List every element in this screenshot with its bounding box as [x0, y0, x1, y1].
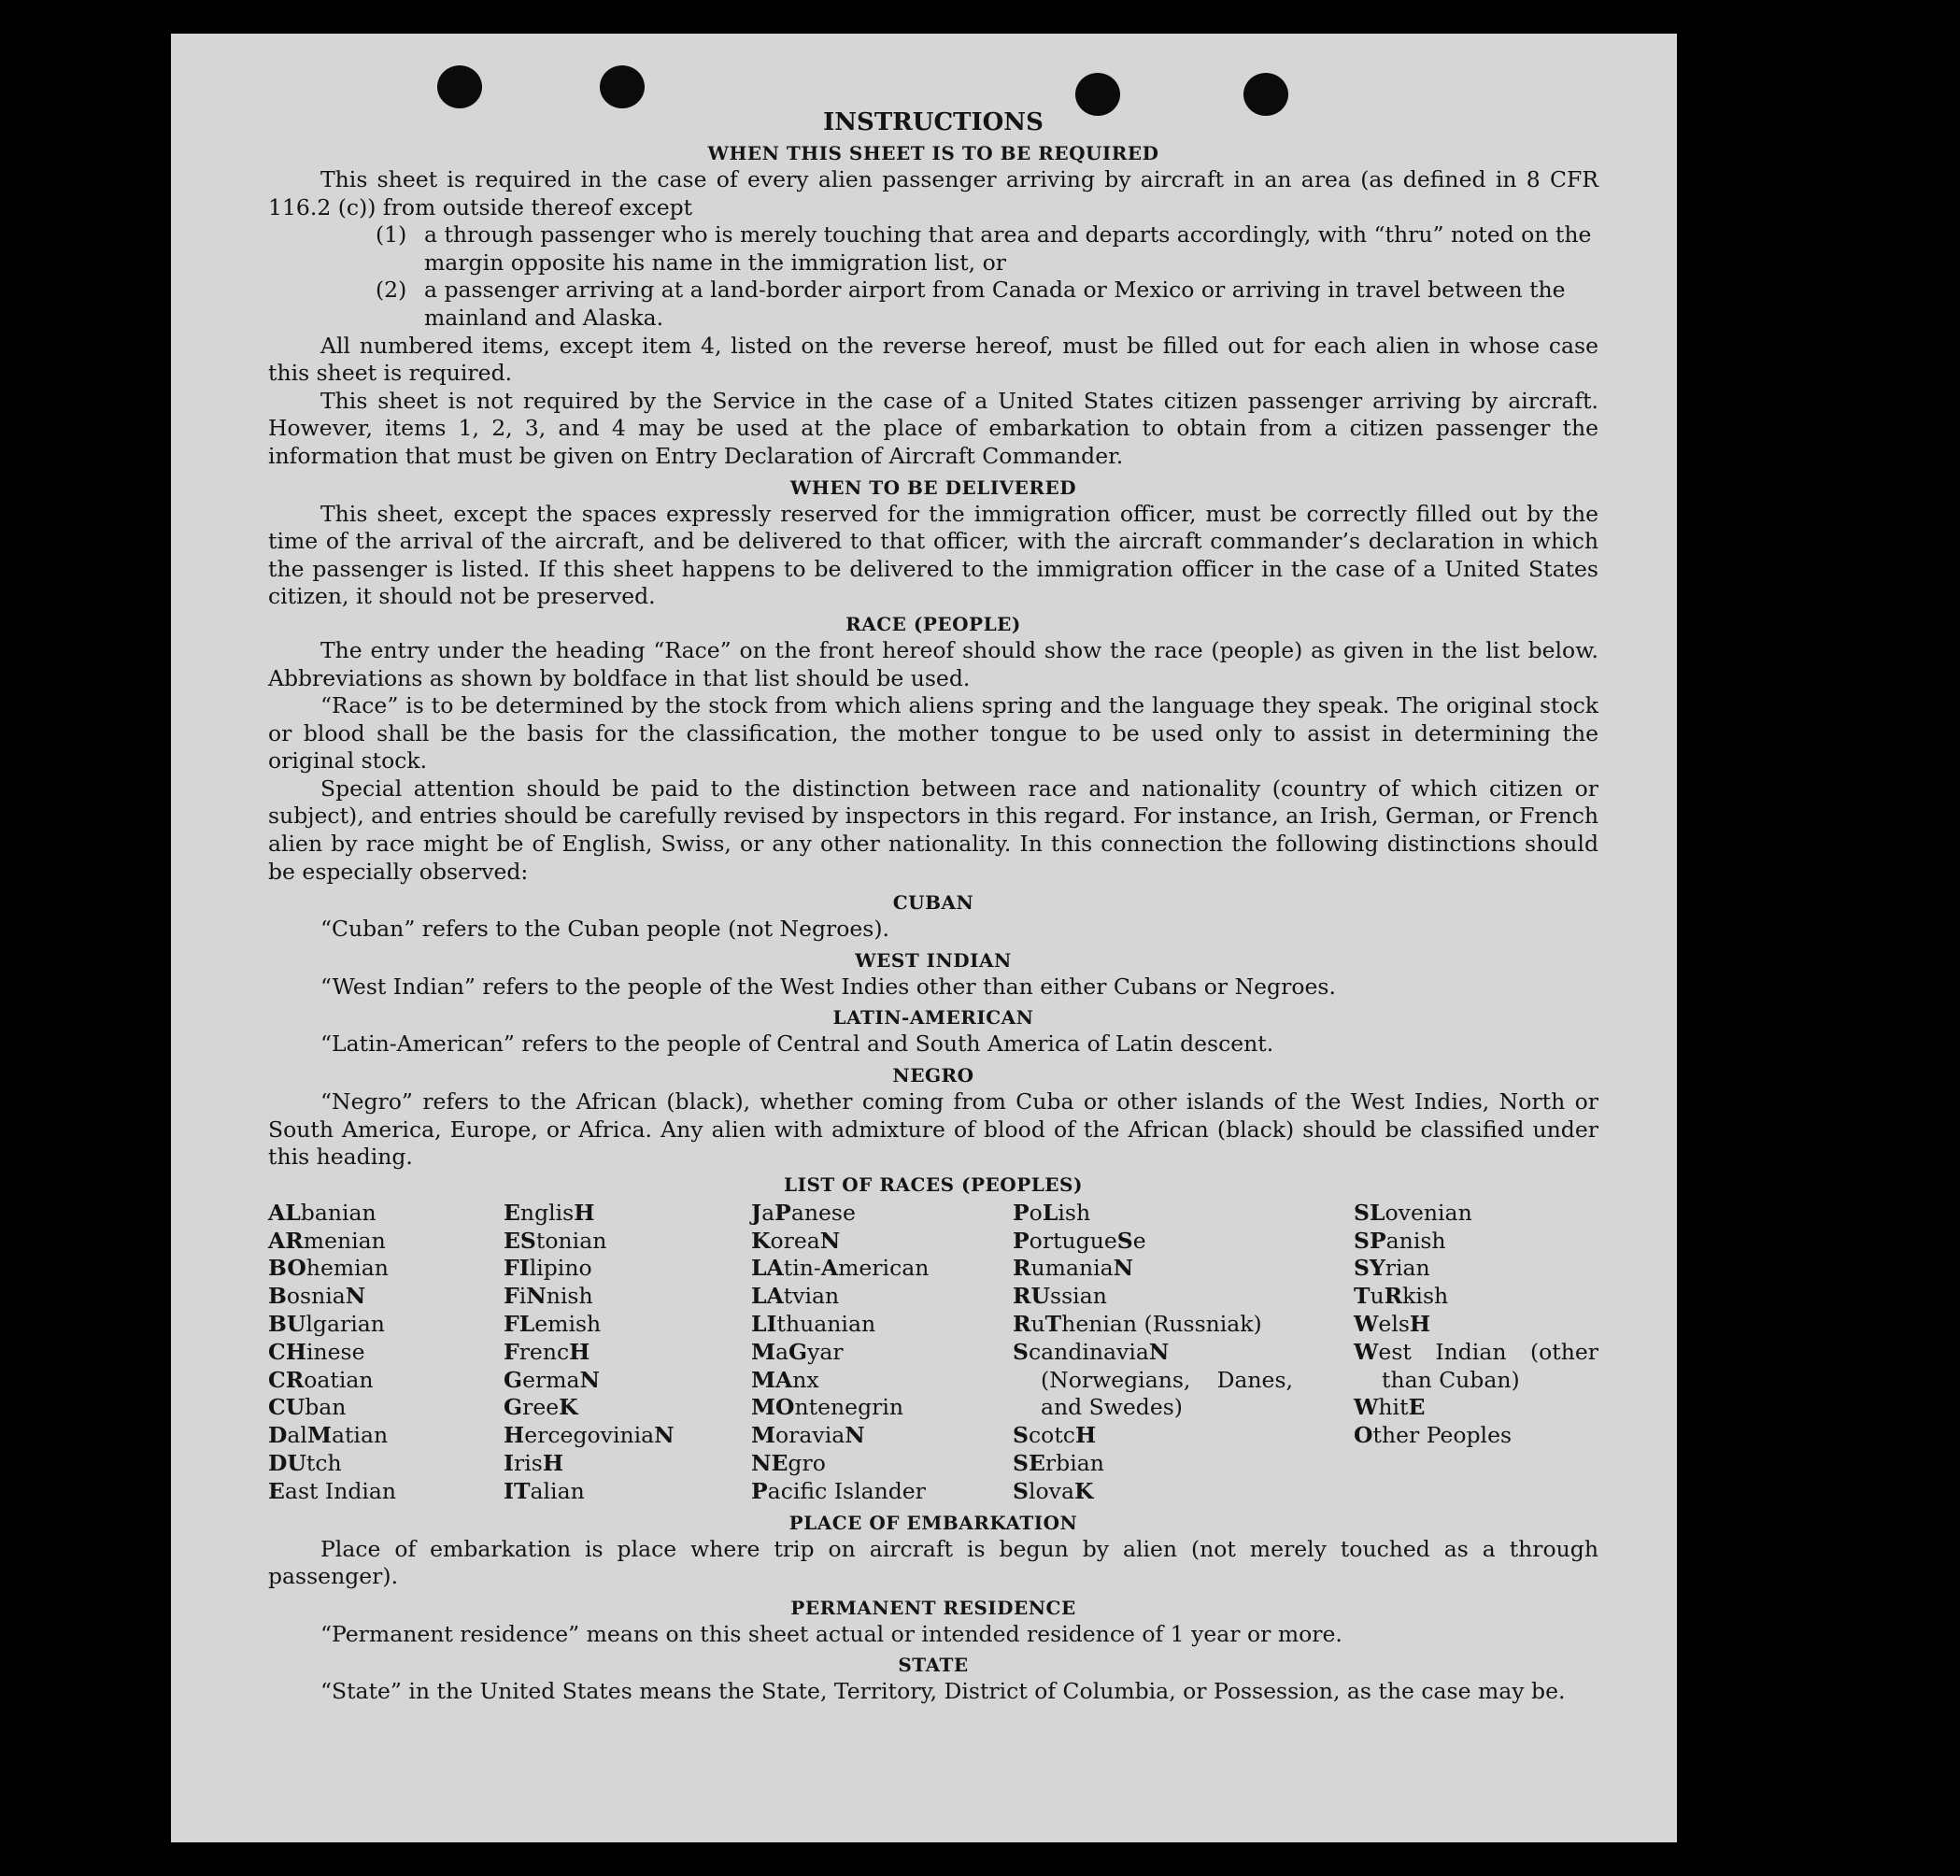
- race-list-item: CHinese: [268, 1338, 365, 1365]
- race-list-item: RUssian: [1013, 1283, 1107, 1310]
- document-sheet: [171, 34, 1677, 1842]
- punch-hole: [437, 65, 482, 108]
- item-text: a through passenger who is merely touching that area and departs accordingly, with “thru” noted on the margin opposite his name in the immigration list, or: [424, 221, 1592, 276]
- race-list-item: FrencH: [504, 1338, 590, 1365]
- race-list-item: PortugueSe: [1013, 1227, 1146, 1254]
- race-list-item: PoLish: [1013, 1199, 1091, 1226]
- race-list-item: GreeK: [504, 1394, 578, 1421]
- section-heading-race: RACE (PEOPLE): [845, 612, 1021, 635]
- list-item: [268, 221, 1598, 277]
- race-list-item: WhitE: [1354, 1394, 1426, 1421]
- race-list-item: SErbian: [1013, 1449, 1104, 1476]
- section-heading-negro: NEGRO: [892, 1064, 974, 1087]
- item-number: (1): [376, 221, 407, 249]
- race-list-item: EStonian: [504, 1227, 607, 1254]
- race-list-item: ARmenian: [268, 1227, 386, 1254]
- race-list-item: East Indian: [268, 1477, 397, 1504]
- race-list-item: CUban: [268, 1394, 347, 1421]
- race-list-item: DalMatian: [268, 1422, 389, 1449]
- paragraph: Special attention should be paid to the distinction between race and nationality (country of which citizen or subject), and entries should be carefully revised by inspectors in this regard. For instance, an Irish, German, or French alien by race might be of English, Swiss, or any other nationality. In this connection the following distinctions should be especially observed:: [268, 775, 1598, 885]
- race-list-item: BOhemian: [268, 1255, 389, 1282]
- paragraph: The entry under the heading “Race” on the front hereof should show the race (people) as given in the list below. Abbreviations as shown by boldface in that list should be used.: [268, 636, 1598, 691]
- race-list-item: FiNnish: [504, 1283, 593, 1310]
- race-list-item: SLovenian: [1354, 1199, 1472, 1226]
- section-heading-place-of-embarkation: PLACE OF EMBARKATION: [788, 1511, 1078, 1534]
- item-number: (2): [376, 277, 407, 304]
- race-list-item: Pacifc Islander: [751, 1477, 926, 1504]
- race-list: [268, 1200, 1598, 1506]
- race-list-item: EnglisH: [504, 1199, 595, 1226]
- race-list-item: West Indian (other than Cuban): [1354, 1338, 1598, 1393]
- paragraph: This sheet is required in the case of every alien passenger arriving by aircraft in an area (as defined in 8 CFR 116.2 (c)) from outside thereof except: [268, 166, 1598, 220]
- section-heading-when-required: WHEN THIS SHEET IS TO BE REQUIRED: [707, 142, 1159, 164]
- race-column: [1354, 1200, 1598, 1506]
- race-list-item: ITalian: [504, 1477, 585, 1504]
- section-heading-permanent-residence: PERMANENT RESIDENCE: [790, 1596, 1076, 1619]
- paragraph: All numbered items, except item 4, listed on the reverse hereof, must be filled out for each alien in whose case this sheet is required.: [268, 332, 1598, 387]
- section-heading-when-delivered: WHEN TO BE DELIVERED: [789, 476, 1077, 499]
- instructions-content: [268, 107, 1598, 1706]
- section-heading-latin-american: LATIN-AMERICAN: [832, 1006, 1034, 1030]
- paragraph: This sheet, except the spaces expressly reserved for the immigration officer, must be correctly filled out by the time of the arrival of the aircraft, and be delivered to that officer, with the aircraft commander’s declaration in which the passenger is listed. If this sheet happens to be delivered to the immigration officer in the case of a United States citizen, it should not be preserved.: [268, 500, 1598, 610]
- race-list-item: NEgro: [751, 1449, 826, 1476]
- section-heading-state: STATE: [898, 1654, 969, 1677]
- list-item: [268, 277, 1598, 332]
- paragraph: “West Indian” refers to the people of the West Indies other than either Cubans or Negroes.: [320, 973, 1336, 1000]
- race-list-item: SlovaK: [1013, 1477, 1094, 1504]
- race-list-item: MOntenegrin: [751, 1394, 904, 1421]
- section-heading-west-indian: WEST INDIAN: [855, 948, 1012, 972]
- race-column: [751, 1200, 1013, 1506]
- race-list-item: LIthuanian: [751, 1311, 876, 1337]
- race-list-item: FLemish: [504, 1311, 602, 1337]
- race-list-item: CRoatian: [268, 1366, 374, 1393]
- paragraph: “Latin-American” refers to the people of Central and South America of Latin descent.: [320, 1030, 1274, 1058]
- paragraph: This sheet is not required by the Service in the case of a United States citizen passenger arriving by aircraft. However, items 1, 2, 3, and 4 may be used at the place of embarkation to obtain from a citizen passenger the information that must be given on Entry Declaration of Aircraft Commander.: [268, 387, 1598, 469]
- paragraph: Place of embarkation is place where trip on aircraft is begun by alien (not merely touched as a through passenger).: [268, 1535, 1598, 1590]
- punch-hole: [600, 65, 645, 108]
- race-list-item: BosniaN: [268, 1283, 366, 1310]
- race-list-item: DUtch: [268, 1449, 342, 1476]
- race-list-item: Other Peoples: [1354, 1422, 1513, 1449]
- race-list-item: SPanish: [1354, 1227, 1446, 1254]
- race-list-item: IrisH: [504, 1449, 564, 1476]
- page-title: INSTRUCTIONS: [823, 108, 1044, 136]
- race-list-item: LAtin-American: [751, 1255, 930, 1282]
- race-list-item: ScandinaviaN (Norwegians, Danes, and Swedes): [1013, 1338, 1293, 1421]
- race-list-item: RumaniaN: [1013, 1255, 1134, 1282]
- race-list-item: HercegoviniaN: [504, 1422, 675, 1449]
- race-list-item: LAtvian: [751, 1283, 840, 1310]
- paragraph: “Cuban” refers to the Cuban people (not Negroes).: [320, 916, 890, 943]
- race-list-item: JaPanese: [751, 1199, 856, 1226]
- race-list-item: FIlipino: [504, 1255, 592, 1282]
- race-column: [504, 1200, 751, 1506]
- section-heading-cuban: CUBAN: [892, 891, 974, 915]
- race-list-item: WelsH: [1354, 1311, 1431, 1337]
- paragraph: “Permanent residence” means on this sheet actual or intended residence of 1 year or more.: [320, 1620, 1342, 1647]
- race-list-item: GermaN: [504, 1366, 601, 1393]
- race-list-item: SYrian: [1354, 1255, 1430, 1282]
- section-heading-list-of-races: LIST OF RACES (PEOPLES): [784, 1172, 1083, 1196]
- race-list-item: KoreaN: [751, 1227, 841, 1254]
- race-list-item: ScotcH: [1013, 1422, 1097, 1449]
- paragraph: “Negro” refers to the African (black), whether coming from Cuba or other islands of the West Indies, North or South America, Europe, or Africa. Any alien with admixture of blood of the African (black) should be classified under this heading.: [268, 1088, 1598, 1171]
- paragraph: “State” in the United States means the State, Territory, District of Columbia, or Possession, as the case may be.: [320, 1678, 1566, 1705]
- race-list-item: MAnx: [751, 1366, 819, 1393]
- race-list-item: RuThenian (Russniak): [1013, 1311, 1262, 1337]
- race-column: [1013, 1200, 1354, 1506]
- race-list-item: MoraviaN: [751, 1422, 865, 1449]
- paragraph: “Race” is to be determined by the stock from which aliens spring and the language they speak. The original stock or blood shall be the basis for the classification, the mother tongue to be used only to assist in determining the original stock.: [268, 692, 1598, 775]
- race-list-item: MaGyar: [751, 1338, 844, 1365]
- race-list-item: TuRkish: [1354, 1283, 1449, 1310]
- race-list-item: BUlgarian: [268, 1311, 385, 1337]
- race-list-item: ALbanian: [268, 1199, 376, 1226]
- race-column: [268, 1200, 504, 1506]
- item-text: a passenger arriving at a land-border airport from Canada or Mexico or arriving in travel between the mainland and Alaska.: [424, 277, 1566, 331]
